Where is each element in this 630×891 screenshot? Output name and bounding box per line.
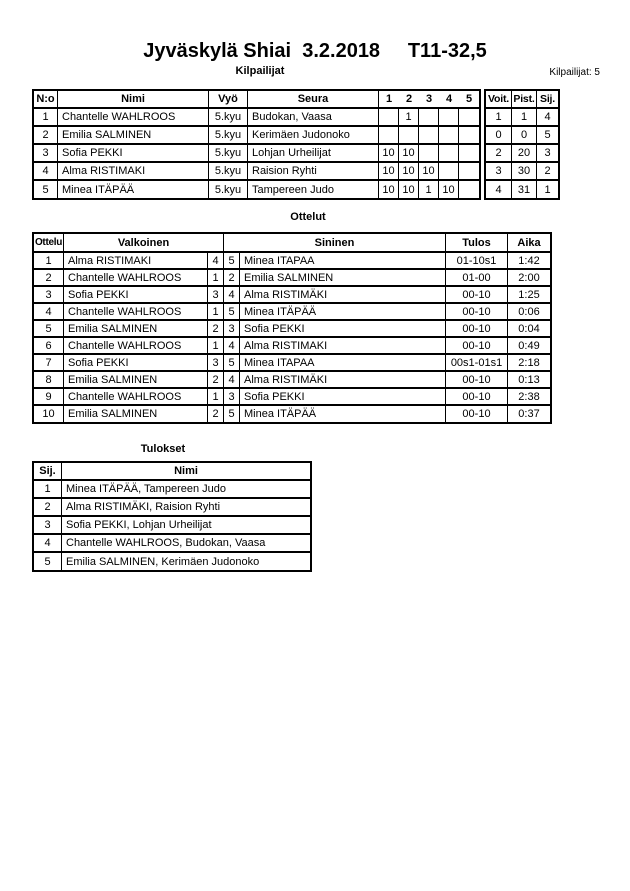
col-number: N:o: [34, 91, 58, 108]
match-time: 1:42: [508, 252, 550, 269]
result-row: [34, 552, 310, 570]
round-4-score: [439, 162, 459, 180]
blue-player-number: 3: [224, 388, 240, 405]
competitor-place: 4: [537, 108, 558, 126]
round-4-score: 10: [439, 180, 459, 198]
competitor-wins: 2: [486, 144, 512, 162]
col-result-name: Nimi: [62, 463, 310, 480]
competitor-club: Budokan, Vaasa: [248, 108, 379, 126]
match-result: 00s1-01s1: [446, 354, 508, 371]
match-row: [34, 252, 550, 269]
blue-player-number: 5: [224, 252, 240, 269]
competitor-name: Sofia PEKKI: [58, 144, 209, 162]
summary-header-row: [486, 91, 558, 108]
round-3-score: 10: [419, 162, 439, 180]
match-row: [34, 303, 550, 320]
competitor-number: 5: [34, 180, 58, 198]
competitor-points: 1: [512, 108, 537, 126]
col-name: Nimi: [58, 91, 209, 108]
match-result: 00-10: [446, 303, 508, 320]
results-section-title: Tulokset: [140, 443, 186, 455]
match-time: 2:18: [508, 354, 550, 371]
round-5-label: 5: [465, 93, 473, 105]
round-5-score: [459, 162, 479, 180]
competitor-wins: 3: [486, 162, 512, 180]
match-time: 2:38: [508, 388, 550, 405]
match-number: 6: [34, 337, 64, 354]
white-player-number: 1: [208, 269, 224, 286]
col-placement: Sij.: [34, 463, 62, 480]
match-row: [34, 354, 550, 371]
matches-table: [32, 232, 552, 424]
competitor-number: 1: [34, 108, 58, 126]
white-player-name: Chantelle WAHLROOS: [64, 303, 208, 320]
col-place: Sij.: [537, 91, 558, 108]
white-player-number: 2: [208, 371, 224, 388]
match-result: 00-10: [446, 337, 508, 354]
white-player-number: 1: [208, 303, 224, 320]
col-white: Valkoinen: [64, 234, 224, 252]
white-player-name: Alma RISTIMAKI: [64, 252, 208, 269]
matches-table-wrap: [32, 232, 552, 424]
result-name: Minea ITÄPÄÄ, Tampereen Judo: [62, 480, 310, 498]
competitor-summary-row: [486, 108, 558, 126]
col-match-number: Ottelu: [34, 234, 64, 252]
competitor-row: [34, 162, 479, 180]
competitors-header-row: [34, 91, 479, 108]
result-name: Emilia SALMINEN, Kerimäen Judonoko: [62, 552, 310, 570]
col-points: Pist.: [512, 91, 537, 108]
match-time: 0:13: [508, 371, 550, 388]
round-3-score: [419, 108, 439, 126]
result-row: [34, 498, 310, 516]
round-4-label: 4: [445, 93, 453, 105]
match-row: [34, 388, 550, 405]
competitor-name: Minea ITÄPÄÄ: [58, 180, 209, 198]
white-player-number: 2: [208, 405, 224, 422]
competitor-name: Emilia SALMINEN: [58, 126, 209, 144]
blue-player-name: Emilia SALMINEN: [240, 269, 446, 286]
matches-header-row: [34, 234, 550, 252]
round-1-score: 10: [379, 162, 399, 180]
competitors-count-label: Kilpailijat: 5: [549, 67, 600, 78]
match-result: 01-10s1: [446, 252, 508, 269]
blue-player-name: Minea ITAPAA: [240, 354, 446, 371]
competitor-row: [34, 108, 479, 126]
competitor-summary-row: [486, 180, 558, 198]
competitor-name: Alma RISTIMAKI: [58, 162, 209, 180]
blue-player-number: 5: [224, 354, 240, 371]
competitor-number: 3: [34, 144, 58, 162]
match-row: [34, 337, 550, 354]
white-player-name: Emilia SALMINEN: [64, 371, 208, 388]
match-row: [34, 269, 550, 286]
white-player-name: Emilia SALMINEN: [64, 320, 208, 337]
result-row: [34, 534, 310, 552]
match-time: 2:00: [508, 269, 550, 286]
page-title: Jyväskylä Shiai 3.2.2018 T11-32,5: [143, 40, 487, 62]
competitor-club: Tampereen Judo: [248, 180, 379, 198]
blue-player-name: Minea ITAPAA: [240, 252, 446, 269]
round-1-score: 10: [379, 144, 399, 162]
competitor-club: Kerimäen Judonoko: [248, 126, 379, 144]
blue-player-name: Minea ITÄPÄÄ: [240, 405, 446, 422]
competitor-club: Raision Ryhti: [248, 162, 379, 180]
match-time: 0:37: [508, 405, 550, 422]
match-number: 10: [34, 405, 64, 422]
blue-player-name: Alma RISTIMÄKI: [240, 286, 446, 303]
white-player-number: 3: [208, 286, 224, 303]
result-placement: 1: [34, 480, 62, 498]
round-4-score: [439, 108, 459, 126]
white-player-number: 4: [208, 252, 224, 269]
white-player-name: Chantelle WAHLROOS: [64, 269, 208, 286]
competitor-place: 1: [537, 180, 558, 198]
result-row: [34, 516, 310, 534]
col-club: Seura: [248, 91, 379, 108]
round-4-score: [439, 126, 459, 144]
blue-player-name: Minea ITÄPÄÄ: [240, 303, 446, 320]
col-time: Aika: [508, 234, 550, 252]
results-table: [32, 461, 312, 572]
blue-player-number: 4: [224, 337, 240, 354]
round-2-label: 2: [405, 93, 413, 105]
result-placement: 3: [34, 516, 62, 534]
result-name: Alma RISTIMÄKI, Raision Ryhti: [62, 498, 310, 516]
competitor-number: 2: [34, 126, 58, 144]
competitor-belt: 5.kyu: [209, 126, 248, 144]
match-number: 3: [34, 286, 64, 303]
round-5-score: [459, 144, 479, 162]
round-2-score: [399, 126, 419, 144]
white-player-name: Chantelle WAHLROOS: [64, 388, 208, 405]
white-player-name: Emilia SALMINEN: [64, 405, 208, 422]
competitor-points: 31: [512, 180, 537, 198]
competitor-wins: 0: [486, 126, 512, 144]
competitor-club: Lohjan Urheilijat: [248, 144, 379, 162]
round-2-score: 10: [399, 180, 419, 198]
competitor-wins: 4: [486, 180, 512, 198]
competitor-place: 2: [537, 162, 558, 180]
white-player-name: Chantelle WAHLROOS: [64, 337, 208, 354]
blue-player-name: Sofia PEKKI: [240, 388, 446, 405]
competitor-points: 30: [512, 162, 537, 180]
round-5-score: [459, 126, 479, 144]
competitor-belt: 5.kyu: [209, 144, 248, 162]
col-belt: Vyö: [209, 91, 248, 108]
round-3-score: [419, 126, 439, 144]
competitors-section-title: Kilpailijat: [235, 65, 285, 77]
competitor-name: Chantelle WAHLROOS: [58, 108, 209, 126]
round-1-score: 10: [379, 180, 399, 198]
round-2-score: 10: [399, 162, 419, 180]
matches-section-title: Ottelut: [290, 211, 326, 223]
result-row: [34, 480, 310, 498]
results-table-wrap: [32, 461, 312, 572]
col-blue: Sininen: [224, 234, 446, 252]
blue-player-number: 5: [224, 405, 240, 422]
match-time: 1:25: [508, 286, 550, 303]
round-1-label: 1: [385, 93, 393, 105]
competitors-table-group: [32, 89, 560, 200]
match-row: [34, 371, 550, 388]
col-result: Tulos: [446, 234, 508, 252]
round-4-score: [439, 144, 459, 162]
result-placement: 2: [34, 498, 62, 516]
results-header-row: [34, 463, 310, 480]
round-2-score: 10: [399, 144, 419, 162]
competitor-belt: 5.kyu: [209, 108, 248, 126]
white-player-number: 1: [208, 388, 224, 405]
competitor-row: [34, 126, 479, 144]
competitor-number: 4: [34, 162, 58, 180]
blue-player-number: 3: [224, 320, 240, 337]
match-time: 0:06: [508, 303, 550, 320]
competitor-points: 20: [512, 144, 537, 162]
competitor-belt: 5.kyu: [209, 180, 248, 198]
round-1-score: [379, 108, 399, 126]
match-row: [34, 320, 550, 337]
blue-player-name: Alma RISTIMÄKI: [240, 371, 446, 388]
match-result: 00-10: [446, 371, 508, 388]
competitor-row: [34, 144, 479, 162]
match-number: 4: [34, 303, 64, 320]
match-number: 7: [34, 354, 64, 371]
match-number: 1: [34, 252, 64, 269]
blue-player-name: Sofia PEKKI: [240, 320, 446, 337]
white-player-number: 2: [208, 320, 224, 337]
competitors-summary-table: [484, 89, 560, 200]
white-player-name: Sofia PEKKI: [64, 354, 208, 371]
competitor-belt: 5.kyu: [209, 162, 248, 180]
competitor-summary-row: [486, 126, 558, 144]
match-result: 00-10: [446, 405, 508, 422]
round-3-score: 1: [419, 180, 439, 198]
blue-player-name: Alma RISTIMAKI: [240, 337, 446, 354]
match-number: 5: [34, 320, 64, 337]
col-rounds: [379, 91, 479, 108]
result-placement: 5: [34, 552, 62, 570]
round-3-score: [419, 144, 439, 162]
col-wins: Voit.: [486, 91, 512, 108]
competitor-place: 3: [537, 144, 558, 162]
match-time: 0:04: [508, 320, 550, 337]
round-1-score: [379, 126, 399, 144]
competitor-summary-row: [486, 162, 558, 180]
blue-player-number: 4: [224, 371, 240, 388]
result-placement: 4: [34, 534, 62, 552]
blue-player-number: 4: [224, 286, 240, 303]
match-row: [34, 405, 550, 422]
match-time: 0:49: [508, 337, 550, 354]
white-player-number: 3: [208, 354, 224, 371]
match-number: 8: [34, 371, 64, 388]
round-5-score: [459, 180, 479, 198]
competitor-summary-row: [486, 144, 558, 162]
competitor-place: 5: [537, 126, 558, 144]
round-5-score: [459, 108, 479, 126]
competitor-row: [34, 180, 479, 198]
result-name: Sofia PEKKI, Lohjan Urheilijat: [62, 516, 310, 534]
match-result: 00-10: [446, 388, 508, 405]
round-3-label: 3: [425, 93, 433, 105]
competitor-points: 0: [512, 126, 537, 144]
match-result: 01-00: [446, 269, 508, 286]
match-row: [34, 286, 550, 303]
round-2-score: 1: [399, 108, 419, 126]
competitor-wins: 1: [486, 108, 512, 126]
blue-player-number: 5: [224, 303, 240, 320]
match-number: 2: [34, 269, 64, 286]
blue-player-number: 2: [224, 269, 240, 286]
match-number: 9: [34, 388, 64, 405]
match-result: 00-10: [446, 320, 508, 337]
white-player-name: Sofia PEKKI: [64, 286, 208, 303]
match-result: 00-10: [446, 286, 508, 303]
competitors-table: [32, 89, 481, 200]
result-name: Chantelle WAHLROOS, Budokan, Vaasa: [62, 534, 310, 552]
white-player-number: 1: [208, 337, 224, 354]
